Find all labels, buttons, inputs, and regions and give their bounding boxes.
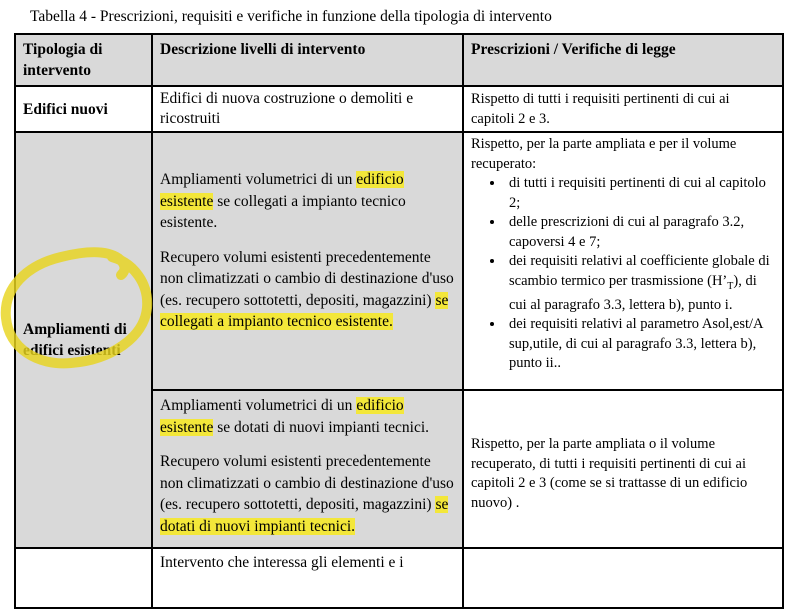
interventions-table: [14, 33, 784, 609]
partial-description-cell: Intervento che interessa gli elementi e i: [152, 548, 463, 608]
row-ampliamenti-sub1: [15, 132, 783, 390]
edifici-nuovi-prescriptions-cell: Rispetto di tutti i requisiti pertinenti di cui ai capitoli 2 e 3.: [463, 86, 783, 132]
sub1-paragraph-1: Ampliamenti volumetrici di un edificio esistente se collegati a impianto tecnico esistente.: [160, 171, 406, 231]
edifici-nuovi-type-cell: Edifici nuovi: [15, 86, 152, 132]
ampliamenti-sub1-prescriptions-cell: [463, 132, 783, 390]
sub1-prescriptions-list: [471, 174, 776, 374]
list-item: • dei requisiti relativi al parametro Asol,est/A sup,utile, di cui al paragrafo 3.3, lettera b), punto ii..: [505, 315, 776, 374]
ampliamenti-sub1-description-cell: [152, 132, 463, 390]
col-header-prescrizioni: Prescrizioni / Verifiche di legge: [463, 34, 783, 86]
sub2-paragraph-1: Ampliamenti volumetrici di un edificio esistente se dotati di nuovi impianti tecnici.: [160, 397, 430, 436]
table-header-row: [15, 34, 783, 86]
ampliamenti-type-label: Ampliamenti di edifici esistenti: [23, 321, 127, 359]
edifici-nuovi-description-cell: Edifici di nuova costruzione o demoliti e ricostruiti: [152, 86, 463, 132]
sub1-prescriptions-intro: Rispetto, per la parte ampliata e per il volume recuperato:: [471, 136, 737, 172]
table-caption: Tabella 4 - Prescrizioni, requisiti e verifiche in funzione della tipologia di intervento: [30, 8, 552, 25]
ampliamenti-sub2-prescriptions-cell: Rispetto, per la parte ampliata o il volume recuperato, di tutti i requisiti pertinenti di cui ai capitoli 2 e 3 (come se si trattasse di un edificio nuovo) .: [463, 390, 783, 548]
partial-type-cell: [15, 548, 152, 608]
col-header-descrizione: Descrizione livelli di intervento: [152, 34, 463, 86]
list-item: • di tutti i requisiti pertinenti di cui al capitolo 2;: [505, 174, 776, 213]
col-header-tipologia: Tipologia di intervento: [15, 34, 152, 86]
row-partial-bottom: [15, 548, 783, 608]
sub1-paragraph-2: Recupero volumi esistenti precedentemente non climatizzati o cambio di destinazione d'uso (es. recupero sottotetti, depositi, magazzini) se collegati a impianto tecnico esistente.: [160, 248, 454, 330]
row-edifici-nuovi: [15, 86, 783, 132]
ampliamenti-type-cell: [15, 132, 152, 548]
list-item: • dei requisiti relativi al coefficiente globale di scambio termico per trasmissione $(H’_T)$, di cui al paragrafo 3.3, lettera b), punto i.: [505, 252, 776, 315]
ampliamenti-sub2-description-cell: [152, 390, 463, 548]
list-item: • delle prescrizioni di cui al paragrafo 3.2, capoversi 4 e 7;: [505, 213, 776, 252]
partial-prescriptions-cell: [463, 548, 783, 608]
sub2-paragraph-2: Recupero volumi esistenti precedentemente non climatizzati o cambio di destinazione d'uso (es. recupero sottotetti, depositi, magazzini) se dotati di nuovi impianti tecnici.: [160, 453, 454, 535]
